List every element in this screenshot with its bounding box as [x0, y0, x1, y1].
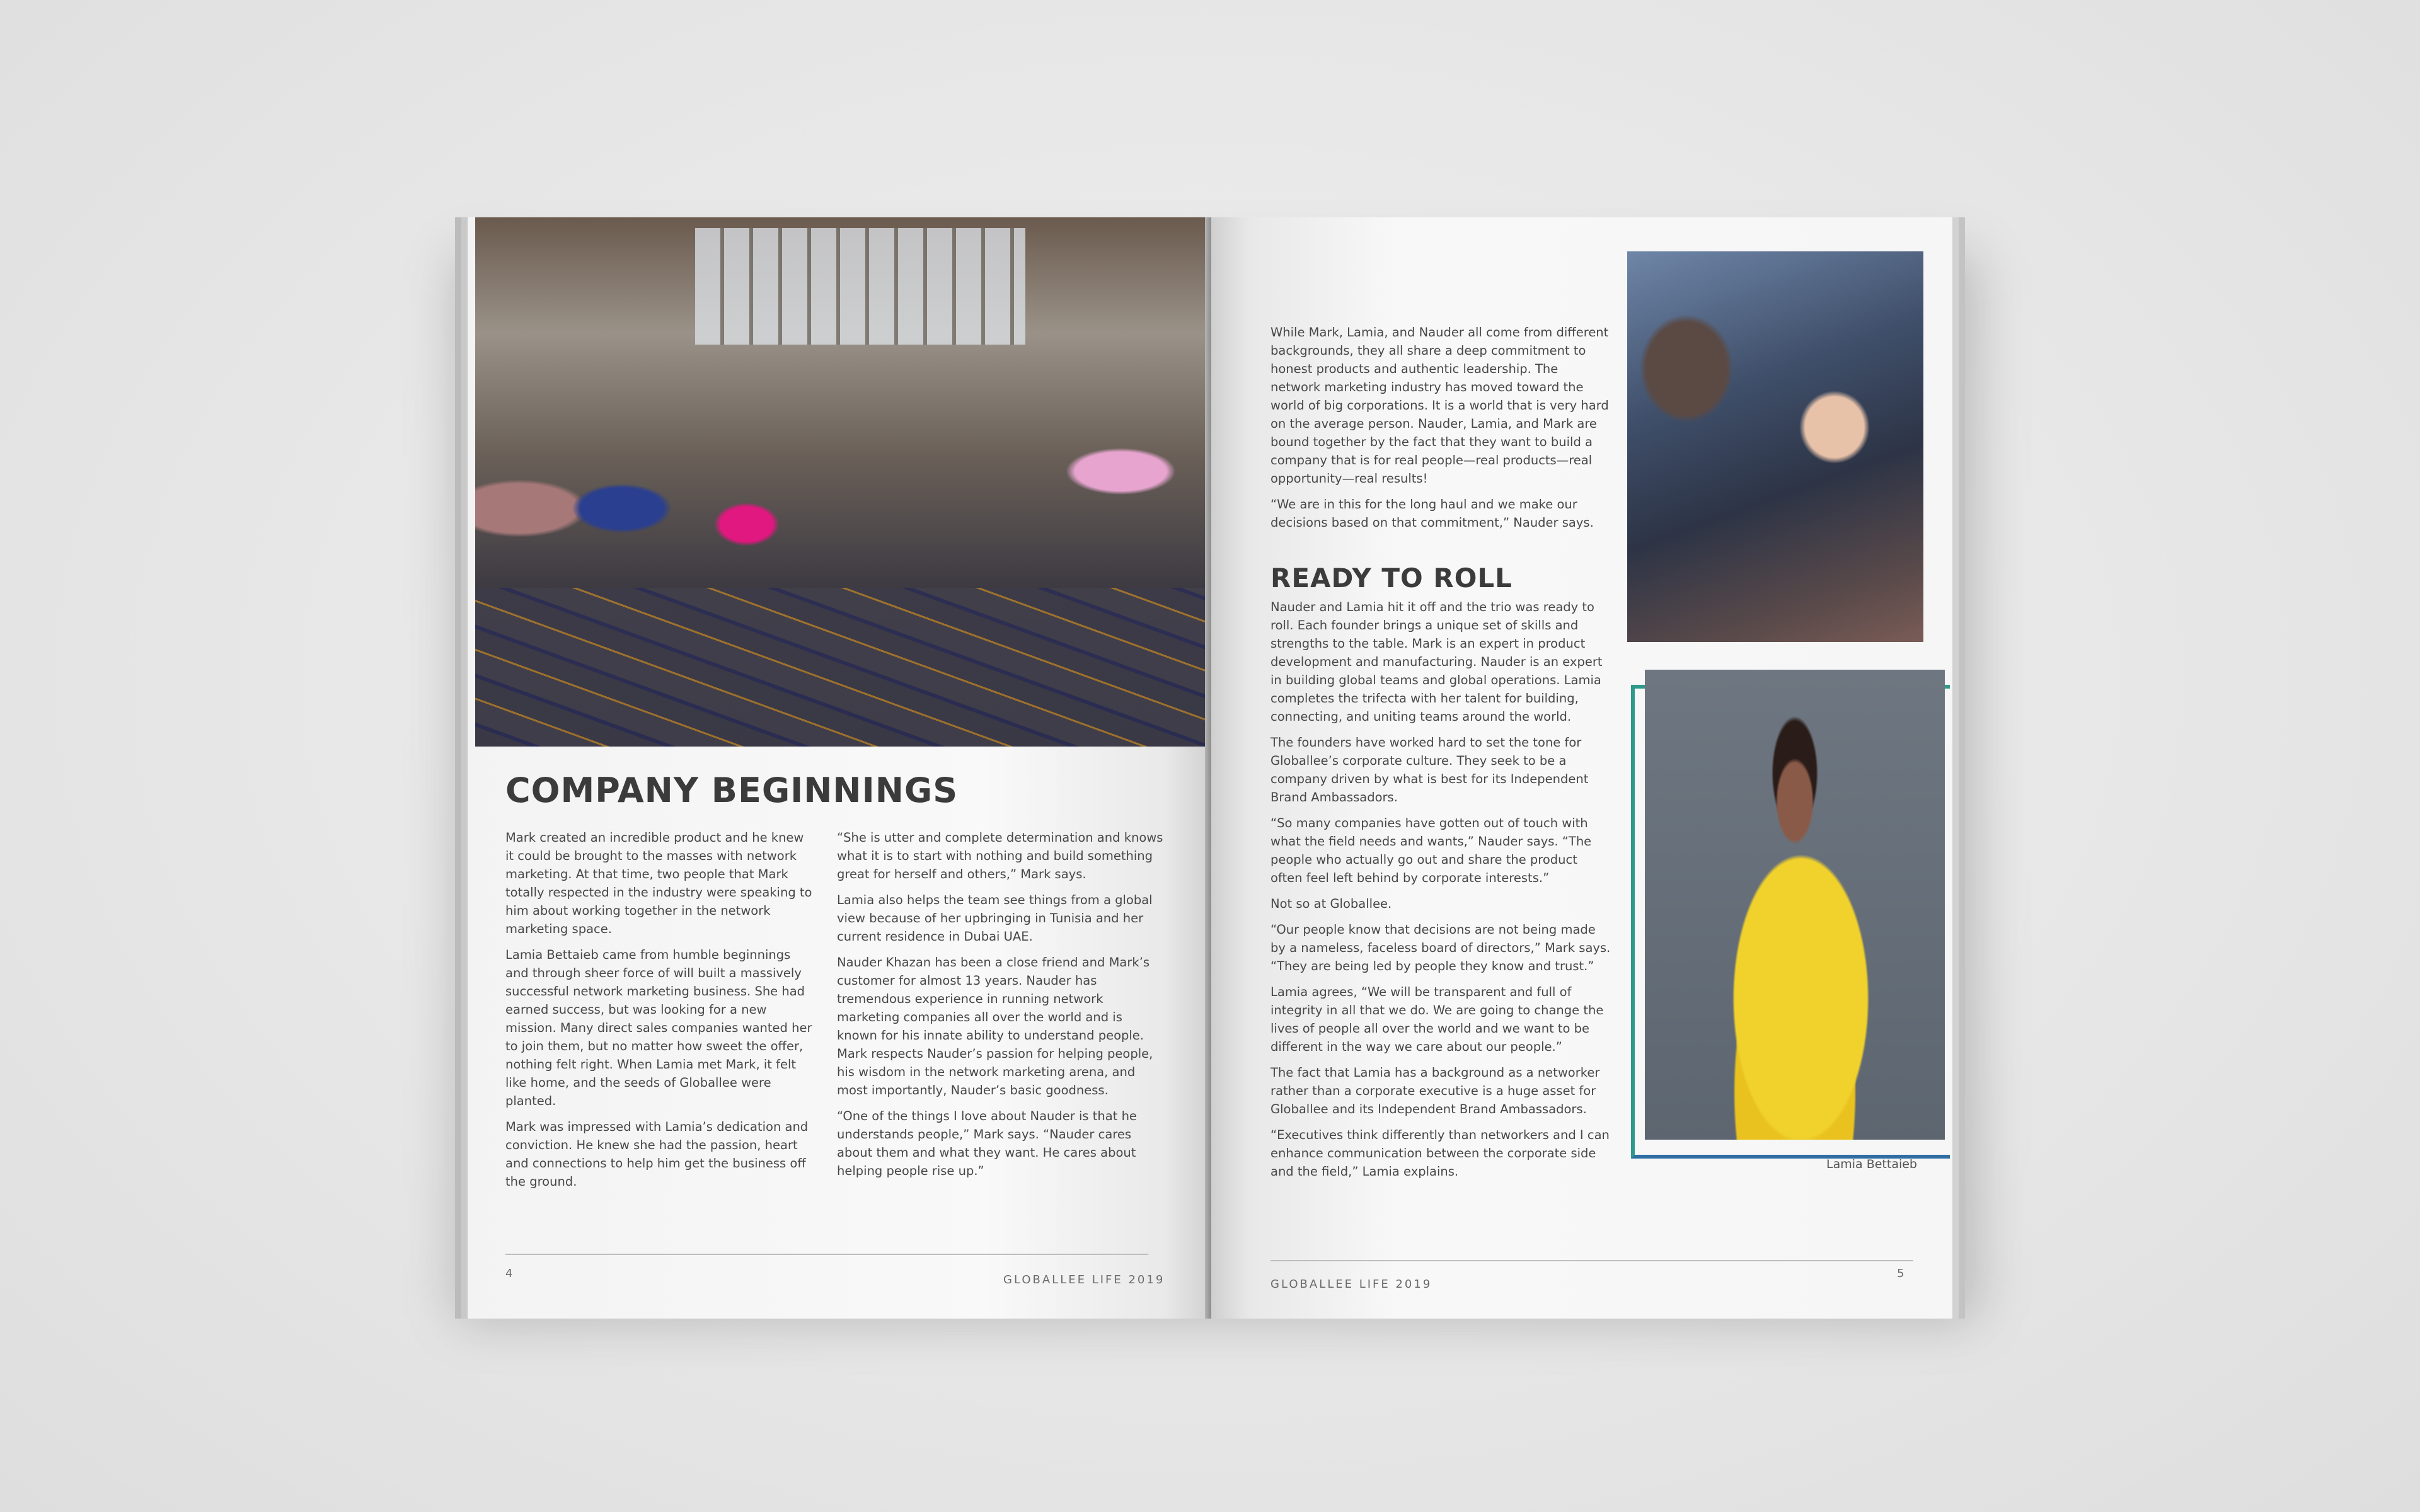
photo-windows [695, 228, 1025, 345]
heading-company-beginnings: COMPANY BEGINNINGS [505, 770, 959, 810]
footer-rule [505, 1254, 1148, 1255]
paragraph: Lamia agrees, “We will be transparent and full of integrity in all that we do. We are going to change the lives of people all over the world and we want to be different in the way we care about our people.” [1270, 985, 1604, 1054]
paragraph: Lamia Bettaieb came from humble beginnings and through sheer force of will built a massively successful network marketing business. She had earned success, but was looking for a new mission. Many direct sales companies wanted her to join them, but no matter how sweet the offer, nothing felt right. When Lamia met Mark, it felt like home, and the seeds of Globallee were planted. [505, 948, 812, 1108]
audience-clapping-photo [1627, 251, 1923, 642]
paragraph: “Our people know that decisions are not being made by a nameless, faceless board of directors,” Mark says. “They are being led by people they know and trust.” [1270, 922, 1611, 973]
right-intro-column [1270, 323, 1611, 539]
right-page [1211, 217, 1952, 1319]
photo-caption: Lamia Bettaieb [1826, 1157, 1917, 1171]
paragraph: “So many companies have gotten out of touch with what the field needs and wants,” Nauder says. “The people who actually go out and share the product often feel left behind by corporate interests.” [1270, 816, 1592, 885]
footer-rule [1270, 1260, 1913, 1261]
paragraph: Lamia also helps the team see things from a global view because of her upbringing in Tunisia and her current residence in Dubai UAE. [837, 893, 1153, 944]
group-photo [475, 217, 1209, 747]
heading-ready-to-roll: READY TO ROLL [1270, 563, 1512, 593]
paragraph: “We are in this for the long haul and we make our decisions based on that commitment,” Nauder says. [1270, 497, 1594, 530]
paragraph: Mark created an incredible product and he knew it could be brought to the masses with network marketing. At that time, two people that Mark totally respected in the industry were speaking to him about working together in the network marketing space. [505, 830, 812, 936]
left-page [468, 217, 1209, 1319]
paragraph: “One of the things I love about Nauder is that he understands people,” Mark says. “Nauder cares about them and what they want. He cares about helping people rise up.” [837, 1109, 1137, 1178]
left-column-1 [505, 828, 814, 1198]
footer-title: GLOBALLEE LIFE 2019 [1003, 1273, 1165, 1286]
lamia-portrait-photo [1645, 670, 1945, 1140]
paragraph: The fact that Lamia has a background as a networker rather than a corporate executive is a huge asset for Globallee and its Independent Brand Ambassadors. [1270, 1065, 1600, 1116]
paragraph: “She is utter and complete determination and knows what it is to start with nothing and build something great for herself and others,” Mark says. [837, 830, 1163, 881]
paragraph: Nauder and Lamia hit it off and the trio was ready to roll. Each founder brings a unique set of skills and strengths to the table. Mark is an expert in product development and manufacturing. Nauder is an expert in building global teams and global operations. Lamia completes the trifecta with her talent for building, connecting, and uniting teams around the world. [1270, 600, 1603, 724]
right-body-column [1270, 598, 1611, 1188]
page-number: 4 [505, 1267, 515, 1280]
paragraph: While Mark, Lamia, and Nauder all come from different backgrounds, they all share a deep commitment to honest products and authentic leadership. The network marketing industry has moved toward the world of big corporations. It is a world that is very hard on the average person. Nauder, Lamia, and Mark are bound together by the fact that they want to build a company that is for real people—real products—real opportunity—real results! [1270, 325, 1609, 486]
photo-floor [475, 588, 1209, 747]
page-number: 5 [1897, 1267, 1906, 1280]
left-column-2 [837, 828, 1165, 1188]
paragraph: Mark was impressed with Lamia’s dedication and conviction. He knew she had the passion, heart and connections to help him get the business off the ground. [505, 1120, 809, 1189]
paragraph: Not so at Globallee. [1270, 896, 1392, 911]
footer-title: GLOBALLEE LIFE 2019 [1270, 1278, 1432, 1291]
paragraph: “Executives think differently than networkers and I can enhance communication between the corporate side and the field,” Lamia explains. [1270, 1128, 1610, 1179]
paragraph: The founders have worked hard to set the tone for Globallee’s corporate culture. They seek to be a company driven by what is best for its Independent Brand Ambassadors. [1270, 735, 1589, 805]
paragraph: Nauder Khazan has been a close friend and Mark’s customer for almost 13 years. Nauder has tremendous experience in running network marketing companies all over the world and is known for his innate ability to understand people. Mark respects Nauder’s passion for helping people, his wisdom in the network marketing arena, and most importantly, Nauder’s basic goodness. [837, 955, 1153, 1097]
